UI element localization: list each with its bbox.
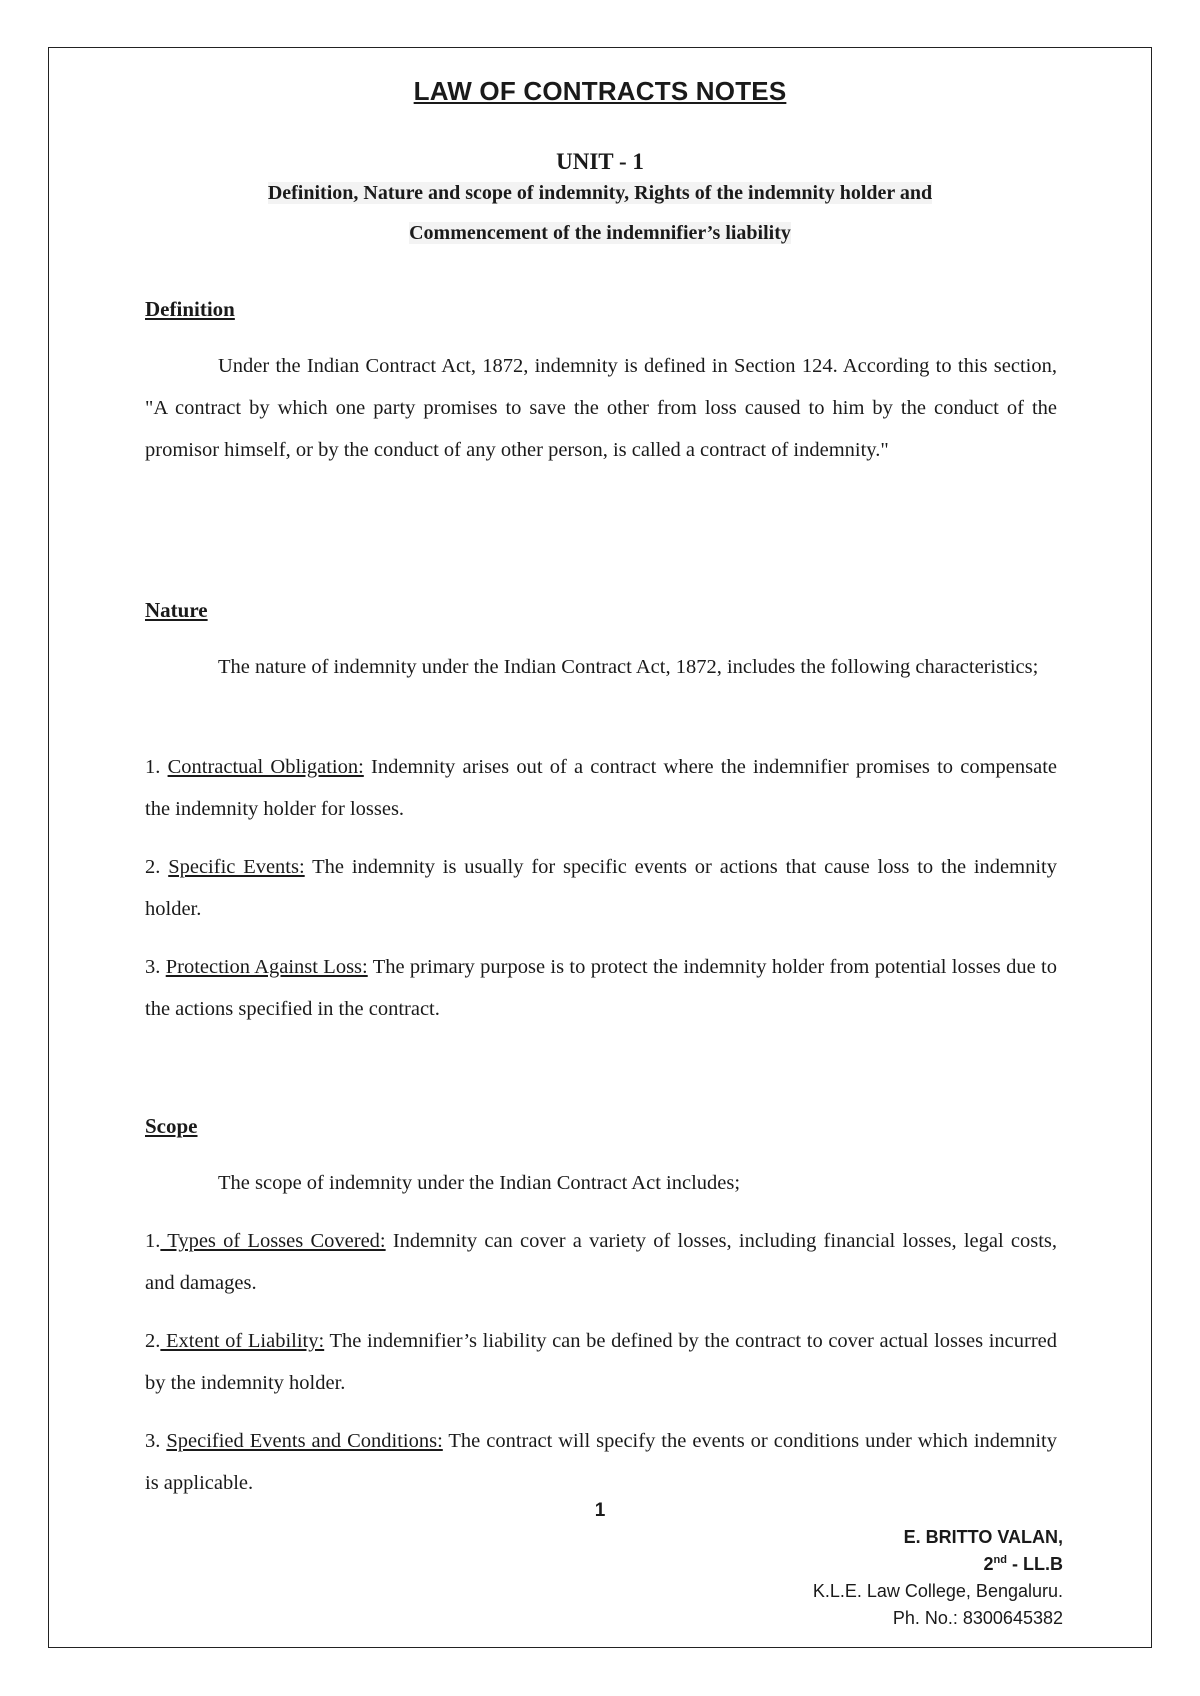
item-text: The indemnity is usually for specific events or actions that cause loss to the indemnity holder. [145, 856, 1057, 920]
item-number: 2. [145, 856, 169, 878]
item-number: 1. [145, 756, 168, 778]
item-text: Indemnity arises out of a contract where the indemnifier promises to compensate the indemnity holder for losses. [145, 756, 1058, 820]
item-term: Contractual Obligation: [167, 756, 364, 778]
year-number: 2 [983, 1554, 994, 1574]
scope-item-3 [145, 1420, 1057, 1504]
author-phone: Ph. No.: 8300645382 [892, 1608, 1063, 1628]
unit-heading: UNIT - 1 [556, 149, 644, 174]
scope-item-1 [145, 1220, 1057, 1304]
item-text: Indemnity can cover a variety of losses, including financial losses, legal costs, and damages. [145, 1230, 1058, 1294]
nature-intro: The nature of indemnity under the Indian Contract Act, 1872, includes the following characteristics; [218, 656, 1039, 678]
subtitle-text-2: Commencement of the indemnifier’s liability [409, 222, 791, 244]
scope-item-2 [145, 1320, 1057, 1404]
definition-paragraph: Under the Indian Contract Act, 1872, indemnity is defined in Section 124. According to this section, "A contract by which one party promises to save the other from loss caused to him by the conduct of the promisor himself, or by the conduct of any other person, is called a contract of indemnity." [145, 355, 1057, 461]
author-footer [813, 1524, 1063, 1632]
page-number: 1 [594, 1500, 606, 1521]
item-term: Types of Losses Covered: [160, 1230, 386, 1252]
scope-intro: The scope of indemnity under the Indian Contract Act includes; [218, 1172, 741, 1194]
item-term: Protection Against Loss: [165, 956, 368, 978]
item-text: The contract will specify the events or conditions under which indemnity is applicable. [145, 1430, 1057, 1494]
year-suffix: nd [993, 1554, 1007, 1566]
year-course: - LL.B [1007, 1554, 1063, 1574]
definition-heading: Definition [145, 297, 235, 321]
item-number: 1. [145, 1230, 161, 1252]
item-term: Specific Events: [168, 856, 305, 878]
unit-subtitle-line-1 [130, 173, 1070, 213]
author-college: K.L.E. Law College, Bengaluru. [812, 1581, 1063, 1601]
item-number: 2. [145, 1330, 161, 1352]
item-text: The primary purpose is to protect the indemnity holder from potential losses due to the actions specified in the contract. [145, 956, 1058, 1020]
scope-heading: Scope [145, 1114, 198, 1138]
document-title: LAW OF CONTRACTS NOTES [413, 76, 787, 106]
item-term: Extent of Liability: [160, 1330, 325, 1352]
nature-item-3 [145, 946, 1057, 1030]
item-text: The indemnifier’s liability can be defined by the contract to cover actual losses incurred by the indemnity holder. [145, 1330, 1057, 1394]
author-name: E. BRITTO VALAN, [903, 1527, 1063, 1547]
item-number: 3. [145, 956, 166, 978]
nature-item-1 [145, 746, 1057, 830]
subtitle-text-1: Definition, Nature and scope of indemnity, Rights of the indemnity holder and [267, 182, 933, 204]
nature-item-2 [145, 846, 1057, 930]
item-term: Specified Events and Conditions: [166, 1430, 443, 1452]
unit-subtitle-line-2 [130, 213, 1070, 253]
author-year [813, 1551, 1063, 1578]
nature-heading: Nature [145, 598, 208, 622]
item-number: 3. [145, 1430, 167, 1452]
